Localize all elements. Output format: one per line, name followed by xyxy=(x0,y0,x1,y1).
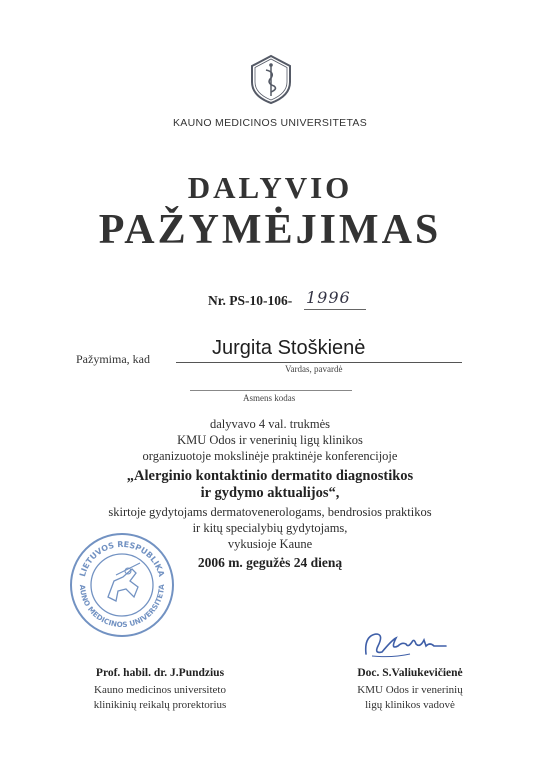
recipient-name: Jurgita Stoškienė xyxy=(212,337,366,359)
personal-code-caption: Asmens kodas xyxy=(243,393,296,403)
certificate-number-underline xyxy=(304,309,366,310)
official-stamp xyxy=(68,531,176,639)
event-date: 2006 m. gegužės 24 dieną xyxy=(197,555,343,570)
certify-label: Pažymima, kad xyxy=(76,352,150,366)
conference-topic-line-1: „Alerginio kontaktinio dermatito diagnostikos xyxy=(126,468,414,484)
right-signatory-role-line-1: KMU Odos ir venerinių xyxy=(357,684,463,696)
right-signatory-role xyxy=(330,683,490,713)
name-underline xyxy=(176,362,462,363)
body-line-conference: organizuotoje mokslinėje praktinėje konferencijoje xyxy=(142,449,398,463)
body-line-location: vykusioje Kaune xyxy=(227,537,313,551)
title-line-2: PAŽYMĖJIMAS xyxy=(98,207,442,253)
right-signatory-name: Doc. S.Valiukevičienė xyxy=(357,667,463,679)
name-caption: Vardas, pavardė xyxy=(285,364,343,374)
left-signatory-role-line-1: Kauno medicinos universiteto xyxy=(94,684,226,696)
left-signatory-name: Prof. habil. dr. J.Pundzius xyxy=(95,667,225,679)
right-signature-handwritten xyxy=(362,626,454,662)
stamp-text-top: LIETUVOS RESPUBLIKA xyxy=(77,539,167,578)
right-signatory-role-line-2: ligų klinikos vadovė xyxy=(365,699,455,711)
university-name: KAUNO MEDICINOS UNIVERSITETAS xyxy=(172,117,368,129)
personal-code-underline xyxy=(190,390,352,391)
body-line-audience: skirtoje gydytojams dermatovenerologams, bendrosios praktikos xyxy=(108,505,432,519)
title-line-1: DALYVIO xyxy=(187,170,353,205)
body-line-audience-2: ir kitų specialybių gydytojams, xyxy=(192,521,348,535)
body-line-clinic: KMU Odos ir venerinių ligų klinikos xyxy=(177,433,363,447)
body-line-duration: dalyvavo 4 val. trukmės xyxy=(209,417,331,431)
certificate-number-value: 1996 xyxy=(306,288,351,307)
left-signatory-role-line-2: klinikinių reikalų prorektorius xyxy=(93,699,227,711)
university-logo xyxy=(244,52,298,106)
certificate-number-label: Nr. PS-10-106- xyxy=(208,293,293,308)
conference-topic-line-2: ir gydymo aktualijos“, xyxy=(200,485,340,501)
left-signatory-role xyxy=(55,683,265,713)
stamp-text-bottom: AUNO MEDICINOS UNIVERSITETA xyxy=(77,583,167,630)
